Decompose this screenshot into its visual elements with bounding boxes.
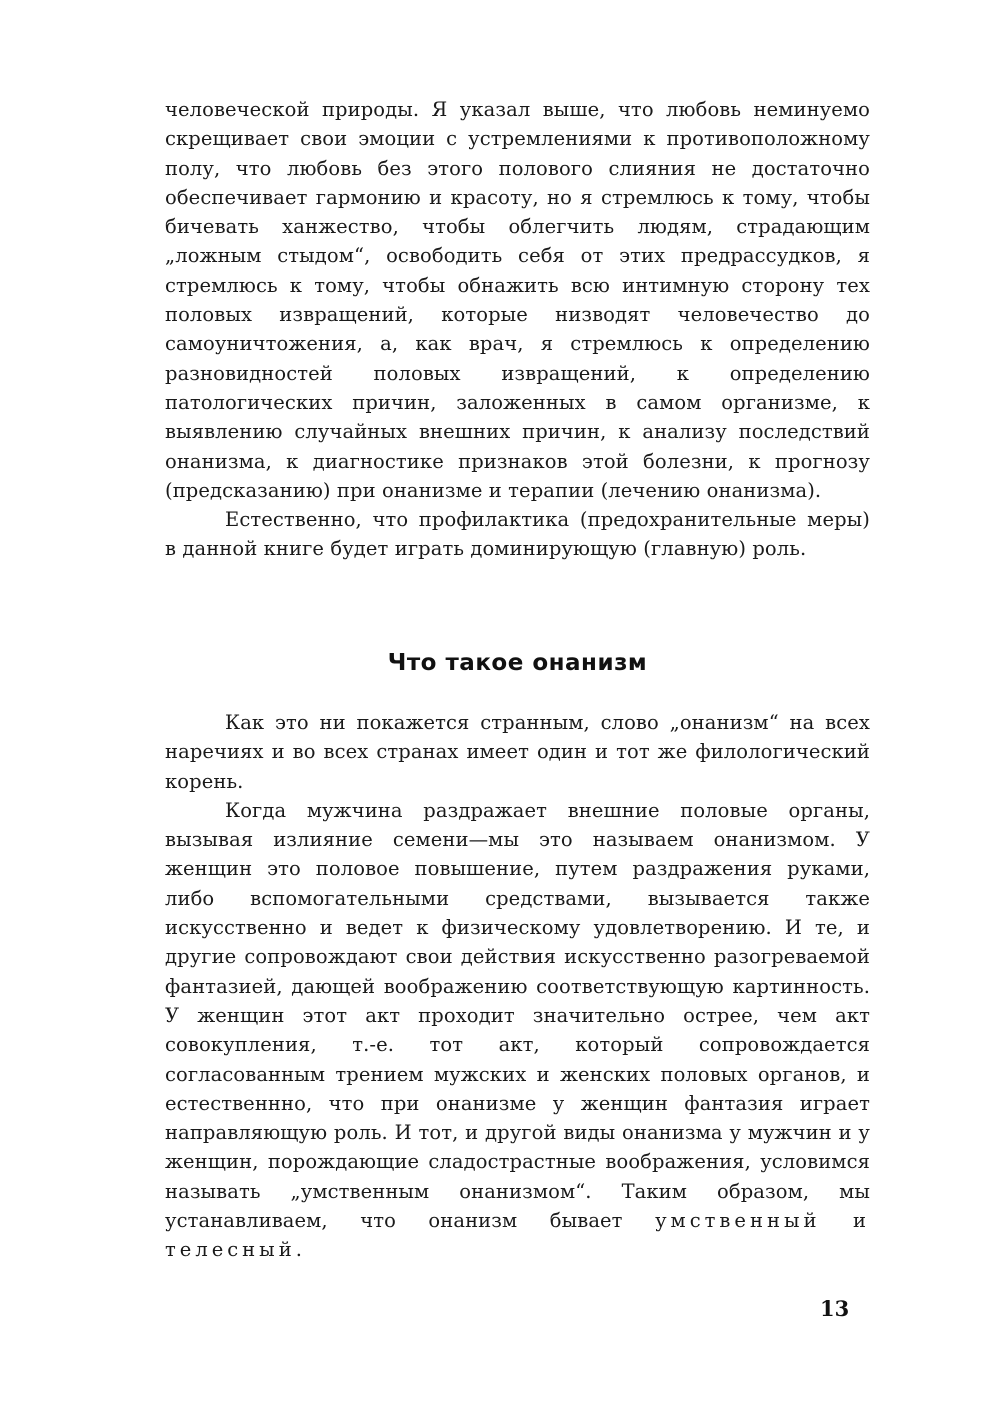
section-text — [165, 708, 870, 1265]
section-paragraph-2 — [165, 796, 870, 1265]
emphasis-mental: умственный — [655, 1209, 821, 1233]
intro-paragraph-2: Естественно, что профилактика (предохранительные меры) в данной книге будет играть доминирующую (главную) роль. — [165, 508, 870, 561]
final-punctuation: . — [295, 1238, 303, 1262]
section-paragraph-2-main: Когда мужчина раздражает внешние половые органы, вызывая излияние семени—мы это называем онанизмом. У женщин это половое повышение, путем раздражения руками, либо вспомогательными средствами, вызывается также искусственно и ведет к физическому удовлетворению. И те, и другие сопровождают свои действия искусственно разогреваемой фантазией, дающей воображению соответствующую картинность. У женщин этот акт проходит значительно острее, чем акт совокупления, т.-е. тот акт, который сопровождается согласованным трением мужских и женских половых органов, и естественнно, что при онанизме у женщин фантазия играет направляющую роль. И тот, и другой виды онанизма у мужчин и у женщин, порождающие сладострастные воображения, условимся называть „умственным онанизмом“. Таким образом, мы устанавливаем, что онанизм бывает — [165, 798, 870, 1233]
emphasis-physical: телесный — [165, 1238, 296, 1262]
section-heading: Что такое онанизм — [387, 650, 648, 676]
emphasis-conjunction: и — [852, 1209, 870, 1233]
page-number: 13 — [820, 1296, 850, 1321]
intro-text — [165, 95, 870, 564]
intro-paragraph-1: человеческой природы. Я указал выше, что любовь неминуемо скрещивает свои эмоции с устремлениями к противоположному полу, что любовь без этого полового слияния не достаточно обеспечивает гармонию и красоту, но я стремлюсь к тому, чтобы бичевать ханжество, чтобы облегчить людям, страдающим „ложным стыдом“, освободить себя от этих предрассудков, я стремлюсь к тому, чтобы обнажить всю интимную сторону тех половых извращений, которые низводят человечество до самоуничтожения, а, как врач, я стремлюсь к определению разновидностей половых извращений, к определению патологических причин, заложенных в самом организме, к выявлению случайных внешних причин, к анализу последствий онанизма, к диагностике признаков этой болезни, к прогнозу (предсказанию) при онанизме и терапии (лечению онанизма). — [165, 98, 870, 502]
section-paragraph-1: Как это ни покажется странным, слово „онанизм“ на всех наречиях и во всех странах имеет один и тот же филологический корень. — [165, 711, 870, 793]
